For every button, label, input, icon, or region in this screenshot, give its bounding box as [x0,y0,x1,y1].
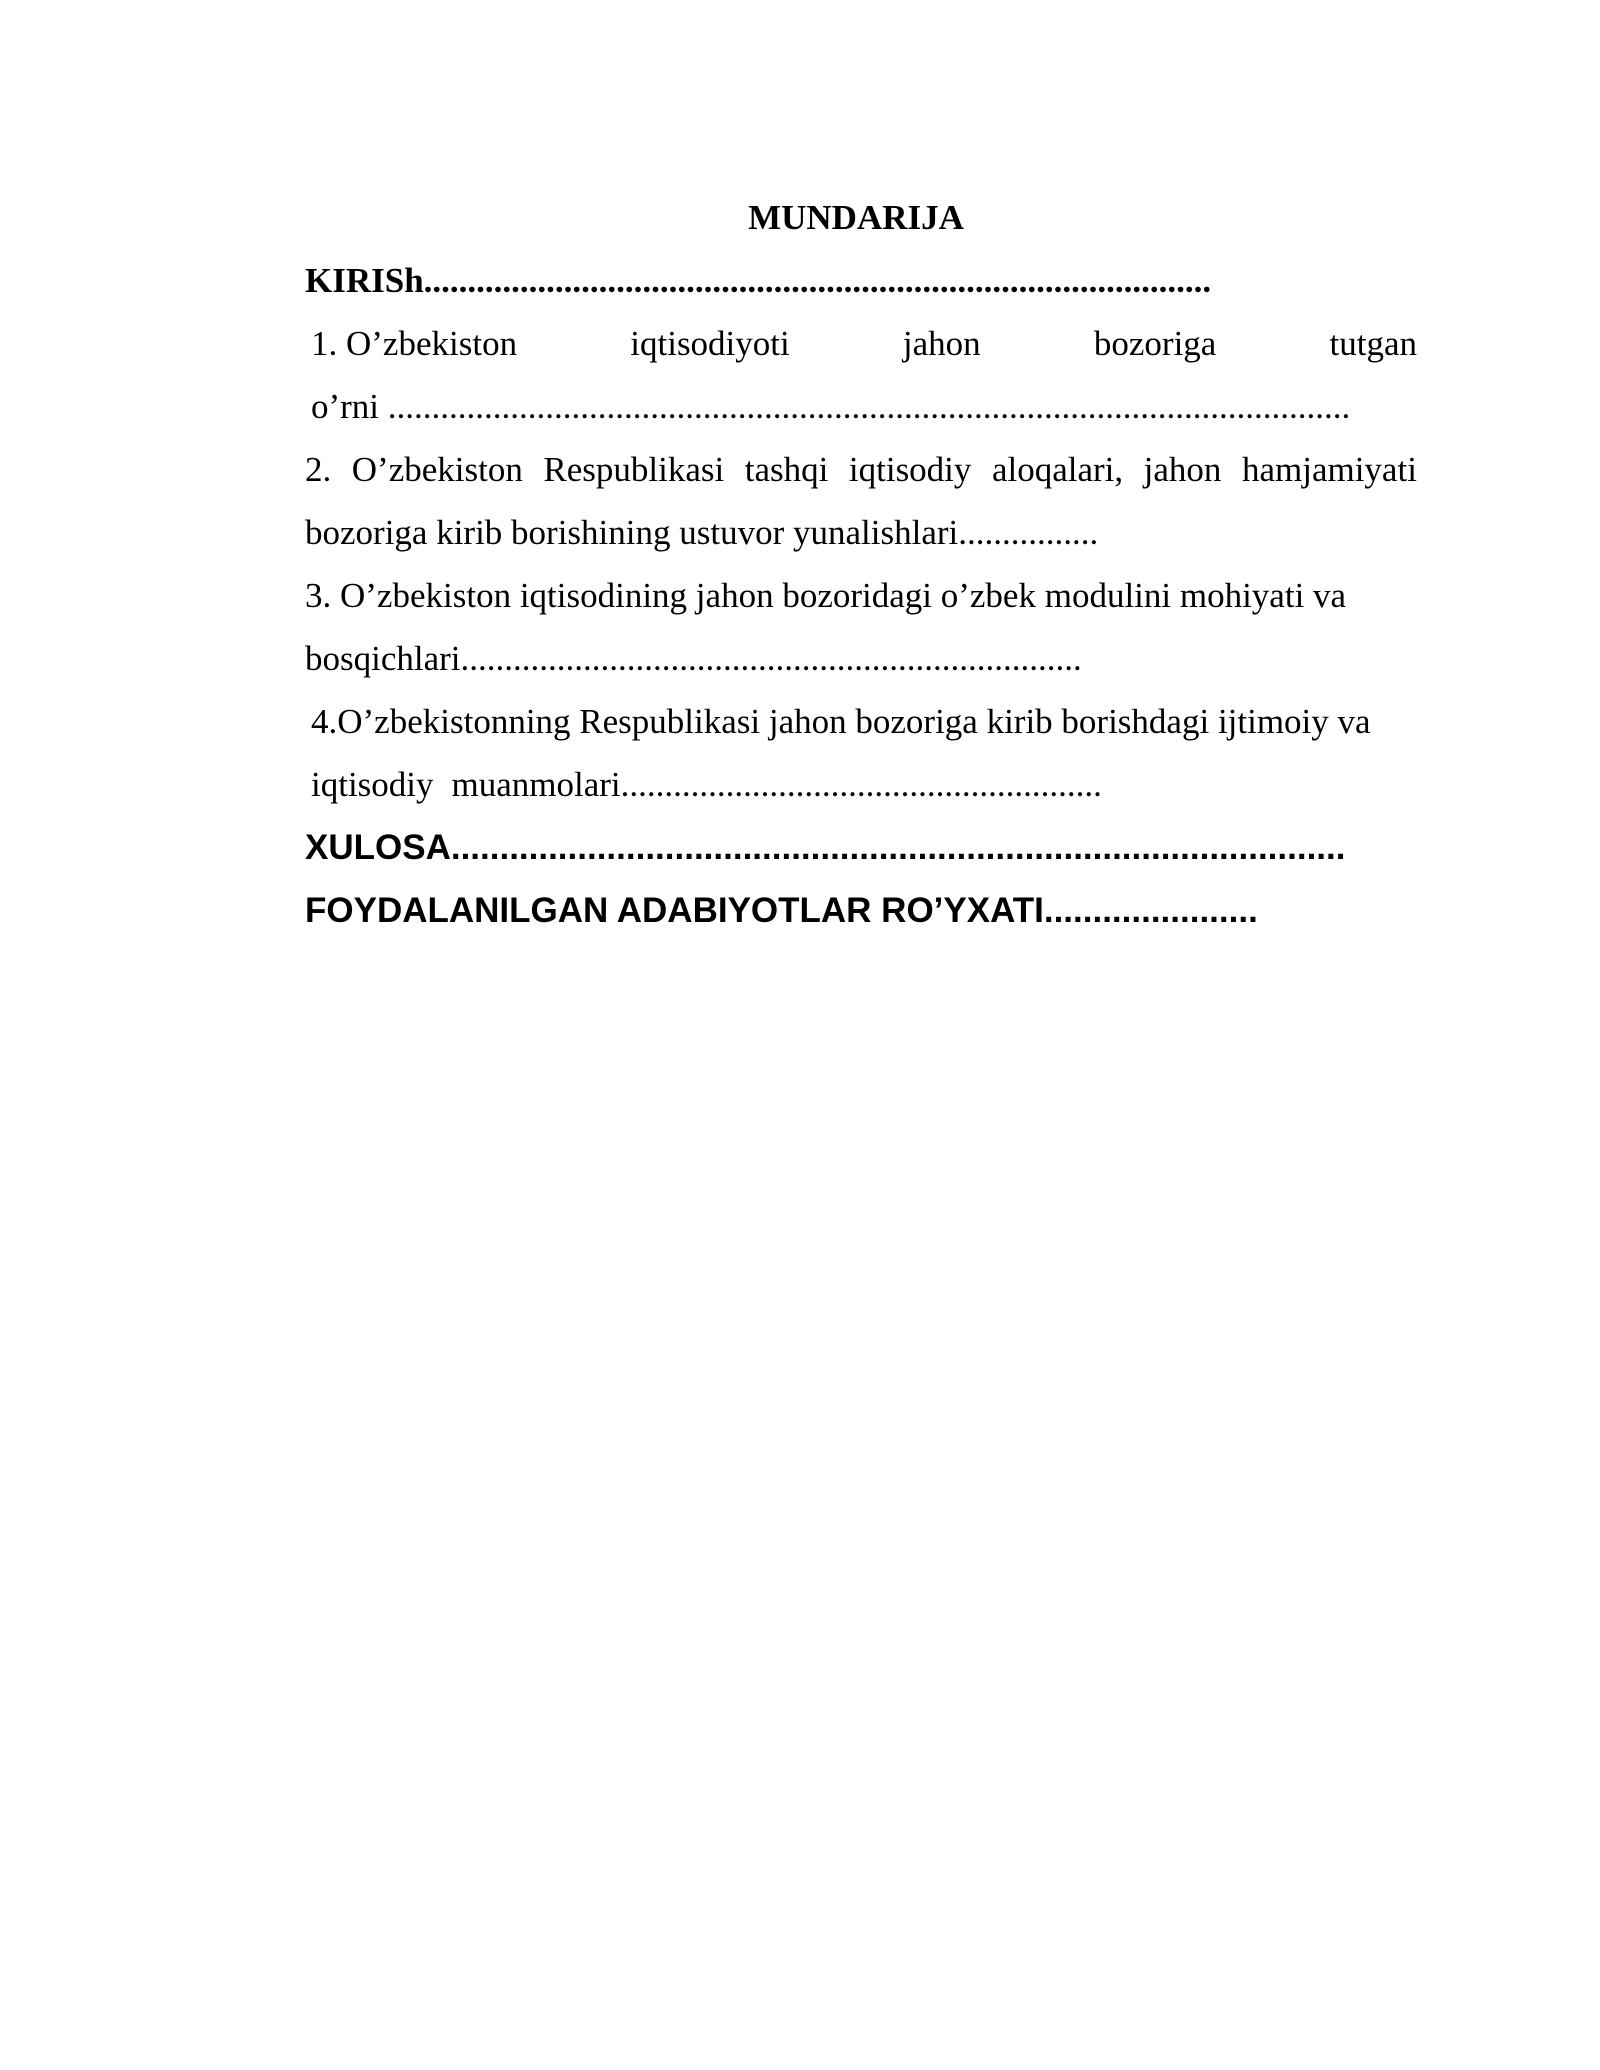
toc-entry-2-line-2: bozoriga kirib borishining ustuvor yunalishlari................ [305,513,1099,552]
toc-entry-1-word: bozoriga [1093,324,1217,363]
toc-entry-intro: KIRISh.......................................................................................... [305,261,1212,300]
toc-entry-2-word: aloqalari, [991,450,1124,489]
table-of-contents [305,186,1417,942]
toc-entry-1-word: tutgan [1329,324,1417,363]
toc-entry-1-word: jahon [902,324,981,363]
toc-entry-references: FOYDALANILGAN ADABIYOTLAR RO’YXATI...................... [305,891,1258,930]
toc-entry-3-line-1: 3. O’zbekiston iqtisodining jahon bozoridagi o’zbek modulini mohiyati va [305,576,1347,615]
toc-entry-2-word: O’zbekiston [351,450,523,489]
toc-entry-1-word: 1. O’zbekiston [311,324,518,363]
toc-entry-1-word: iqtisodiyoti [630,324,790,363]
toc-entry-2-word: 2. [305,450,332,489]
toc-entry-2-word: iqtisodiy [848,450,972,489]
toc-entry-2-word: tashqi [744,450,829,489]
toc-entry-4-word: iqtisodiy [311,765,434,804]
toc-entry-2-word: hamjamiyati [1241,450,1417,489]
toc-entry-4-word: muanmolari....................................................... [451,765,1102,804]
toc-entry-4-line-1: 4.O’zbekistonning Respublikasi jahon bozoriga kirib borishdagi ijtimoiy va [311,702,1371,741]
toc-entry-1-line-1 [305,312,1417,375]
toc-entry-2-line-1 [305,438,1417,501]
toc-entry-2-word: jahon [1143,450,1222,489]
page-title: MUNDARIJA [748,198,964,237]
toc-entry-2-word: Respublikasi [543,450,725,489]
toc-entry-1-line-2: o’rni .............................................................................................................. [311,387,1351,426]
toc-entry-4-line-2 [305,753,1417,816]
toc-entry-conclusion: XULOSA............................................................................................ [305,828,1346,867]
toc-entry-3-line-2: bosqichlari....................................................................... [305,639,1082,678]
